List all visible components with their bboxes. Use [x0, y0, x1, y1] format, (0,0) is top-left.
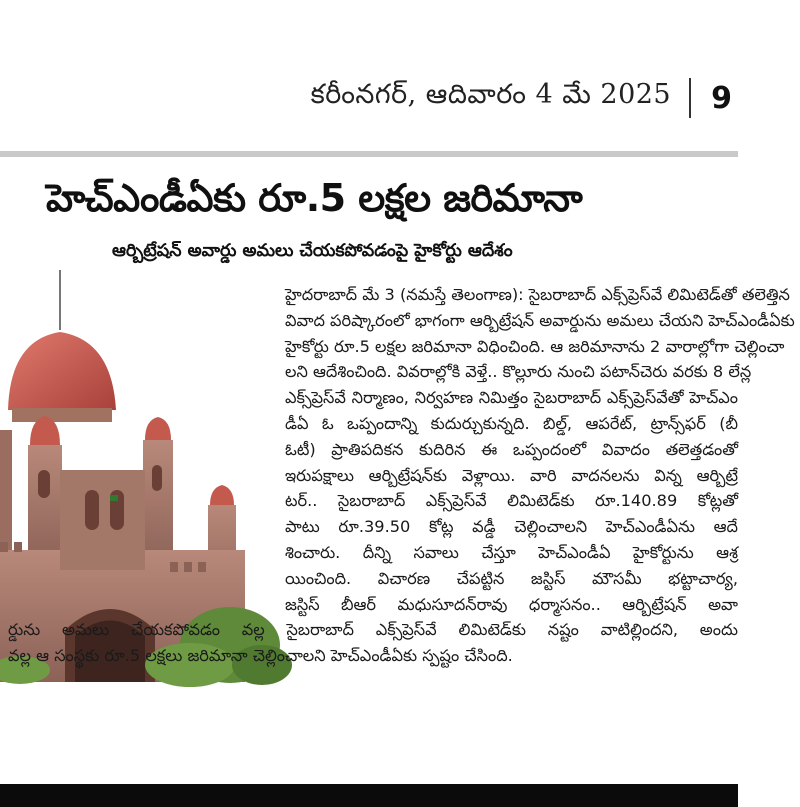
body-line: హైదరాబాద్ మే 3 (నమస్తే తెలంగాణ): సైబరాబాద్ ఎక్స్‌ప్రెస్‌వే లిమిటెడ్‌తో తలెత్తిన: [285, 285, 790, 304]
body-line: యించింది. విచారణ చేపట్టిన జస్టిస్ మౌసమీ భట్టాచార్య,: [285, 568, 738, 588]
body-line: ఓటీ) ప్రాతిపదికన కుదిరిన ఈ ఒప్పందంలో వివాదం తలెత్తడంతో: [285, 439, 738, 459]
body-line: పాటు రూ.39.50 కోట్ల వడ్డీ చెల్లించాలని హెచ్‌ఎండీఏను ఆదే: [285, 517, 738, 537]
body-line: టర్.. సైబరాబాద్ ఎక్స్‌ప్రెస్‌వే లిమిటెడ్‌కు రూ.140.89 కోట్లతో: [285, 491, 738, 511]
page-header: [311, 78, 732, 118]
subheadline: ఆర్బిట్రేషన్ అవార్డు అమలు చేయకపోవడంపై హైకోర్టు ఆదేశం: [112, 241, 513, 261]
header-rule: [0, 151, 738, 157]
body-line: ఇరుపక్షాలు ఆర్బిట్రేషన్‌కు వెళ్లాయి. వారి వాదనలను విన్న ఆర్బిట్రే: [285, 465, 738, 485]
body-line: జస్టిస్ బీఆర్ మధుసూదన్‌రావు ధర్మాసనం.. ఆర్బిట్రేషన్ అవా: [285, 594, 738, 614]
body-line: శించారు. దీన్ని సవాలు చేస్తూ హెచ్‌ఎండీఏ హైకోర్టును ఆశ్ర: [285, 542, 738, 562]
body-line: డీఏ ఓ ఒప్పందాన్ని కుదుర్చుకున్నది. బిల్డ్, ఆపరేట్, ట్రాన్స్‌ఫర్ (బీ: [285, 413, 738, 433]
body-line: వివాద పరిష్కారంలో భాగంగా ఆర్బిట్రేషన్ అవార్డును అమలు చేయని హెచ్‌ఎండీఏకు: [285, 310, 795, 330]
article-body: [0, 282, 795, 669]
next-headline-band: [0, 784, 738, 807]
body-line: హైకోర్టు రూ.5 లక్షల జరిమానా విధించింది. ఆ జరిమానాను 2 వారాల్లోగా చెల్లించా: [285, 336, 785, 356]
dateline: కరీంనగర్, ఆదివారం 4 మే 2025: [310, 79, 672, 110]
page-number: 9: [711, 80, 732, 116]
body-line: ర్డును అమలు చేయకపోవడం వల్ల సైబరాబాద్ ఎక్స్‌ప్రెస్‌వే లిమిటెడ్‌కు నష్టం వాటిల్లిందని, అందు: [8, 620, 738, 640]
body-line: లని ఆదేశించింది. వివరాల్లోకి వెళ్తే.. కొల్లూరు నుంచి పటాన్‌చెరు వరకు 8 లేన్ల: [285, 362, 752, 382]
headline: హెచ్‌ఎండీఏకు రూ.5 లక్షల జరిమానా: [46, 176, 583, 220]
body-line: వల్ల ఆ సంస్థకు రూ.5 లక్షలు జరిమానా చెల్లించాలని హెచ్‌ఎండీఏకు స్పష్టం చేసింది.: [8, 646, 513, 666]
header-divider: [689, 78, 691, 118]
body-line: ఎక్స్‌ప్రెస్‌వే నిర్మాణం, నిర్వహణ నిమిత్తం సైబరాబాద్ ఎక్స్‌ప్రెస్‌వేతో హెచ్‌ఎం: [285, 388, 738, 408]
